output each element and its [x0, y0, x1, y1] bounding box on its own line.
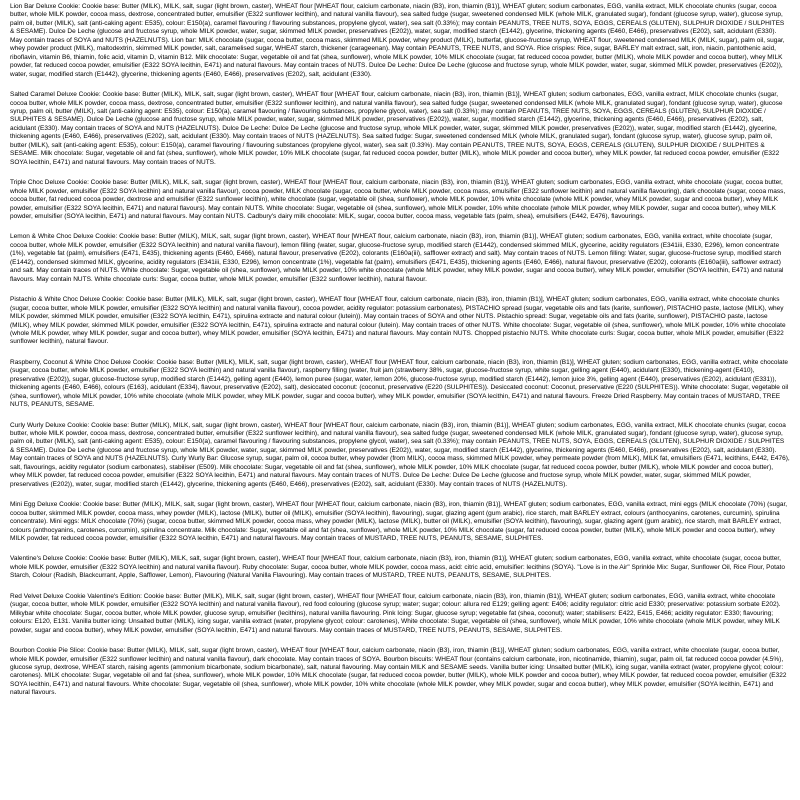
ingredient-entry-lion-bar: Lion Bar Deluxe Cookie: Cookie base: Butter (MILK), MILK, salt, sugar (light brown, caster), WHEAT flour [WHEAT flour, calcium carbonate, niacin (B3), iron, thiamin (B1)], WHEAT gluten; sodium carbonates, EGG, vanilla extract, MILK chocolate chunks (sugar, cocoa butter, whole MILK powder, cocoa mass, dextrose, concentrated butter, emulsifier (E322 sunflower lecithin), and natural vanilla flavour), sea salted fudge (sugar, sweetened condensed MILK (whole MILK, granulated sugar), fondant (glucose syrup, water), glucose syrup, palm oil, butter (MILK), salt (anti-caking agent: E535), colour: E150(a), caramel flavouring / flavouring substances, propylene glycol, water), sea salt (0.33%); may contain PEANUTS, TREE NUTS, SOYA, EGGS, CEREALS (GLUTEN), SULPHUR DIOXIDE / SULPHITES & SESAME). Dulce De Leche (glucose and fructose syrup, whole MILK powder, water, sugar, skimmed MILK powder, preservatives (E202)), water, sugar, modified starch (E1442), glycerine, thickening agents (E460, E466), preservatives (E202), salt, acidulant (E330). May contain traces of SOYA and NUTS (HAZELNUTS). Lion bar: MILK chocolate (sugar, cocoa butter, cocoa mass, skimmed MILK powder, whey product (MILK), butterfat, glucose-fructose syrup, WHEAT flour, sweetened condensed MILK (MILK, sugar), palm oil, sugar, whey powder product (MILK), maltodextrin, skimmed MILK powder, salt, caramelised sugar, WHEAT starch, thickener (carageenan). May contain PEANUTS, TREE NUTS, and SOYA. Rice crispies: Rice, sugar, BARLEY malt extract, salt, iron, niacin, pantothenic acid, riboflavin, vitamin B6, thiamin, folic acid, vitamin D, vitamin B12. Milk chocolate: Sugar, vegetable oil and fat (shea, sunflower), whole MILK powder, 10% MILK chocolate (sugar, fat reduced cocoa powder, butter (MILK), whole MILK powder and cocoa butter), whey MILK powder, fat reduced cocoa powder, emulsifier (E322 SOYA lecithin, E471) and natural flavours. May contain traces of NUTS. Dulce De Leche: Dulce De Leche (glucose and fructose syrup, whole MILK powder, water, sugar, skimmed MILK powder, preservatives (E202)), water, sugar, modified starch (E1442), glycerine, thickening agents (E460, E466), preservatives (E202), salt, acidulant (E330). [10, 3, 785, 78]
ingredient-entry-raspberry-coconut: Raspberry, Coconut & White Choc Deluxe Cookie: Cookie base: Butter (MILK), MILK, salt, sugar (light brown, caster), WHEAT flour [WHEAT flour, calcium carbonate, niacin (B3), iron, thiamin (B1)], WHEAT gluten; sodium carbonates, EGG, vanilla extract, white chocolate (sugar, cocoa butter, whole MILK powder, emulsifier (E322 SOYA lecithin) and natural vanilla flavour), raspberry filling (water, fruit jam (strawberry 38%, sugar, glucose-fructose syrup, white sugar, gelling agent (E440), acidulant (E330), thickening-agent (E410), preservative (E202)), sugar, glucose-fructose syrup, modified starch (E1442), gelling agent (E440), lemon puree (sugar, water, lemon 20%, glucose-fructose syrup, modified starch (E1442), lemon juice 3%, gelling agent (E440), preservatives (E202), acidulant (E331)), thickening agents (E460, E466), colours (E163), acidulant (E334), flavour, preservative (E202), salt), desiccated coconut: (coconut, preservative (E220 (SULPHITES)). Desiccated coconut: Coconut, preservative (E220 (SULPHITES)). White chocolate: Sugar, vegetable oil (shea, sunflower), whole MILK powder, 10% white chocolate (whole MILK powder, whey MILK powder, sugar and cocoa butter), whey MILK powder, emulsifier (SOYA lecithin, E471) and natural flavours. Freeze Dried Raspberry. May contain traces of MUSTARD, TREE NUTS, PEANUTS, SESAME. [10, 358, 789, 409]
ingredient-entry-curly-wurly: Curly Wurly Deluxe Cookie: Cookie base: Butter (MILK), MILK, salt, sugar (light brown, caster), WHEAT flour [WHEAT flour, calcium carbonate, niacin (B3), iron, thiamin (B1)], WHEAT gluten; sodium carbonates, EGG, vanilla extract, MILK chocolate chunks (sugar, cocoa butter, whole MILK powder, cocoa mass, dextrose, concentrated butter, emulsifier (E322 sunflower lecithin), and natural vanilla flavour), sea salted fudge (sugar, sweetened condensed MILK (whole MILK, granulated sugar), fondant (glucose syrup, water), glucose syrup, palm oil, butter (MILK), salt (anti-caking agent: E535), colour: E150(a), caramel flavouring / flavouring substances, propylene glycol, water), sea salt (0.33%); may contain PEANUTS, TREE NUTS, SOYA, EGGS, CEREALS (GLUTEN), SULPHUR DIOXIDE / SULPHITES & SESAME). Dulce De Leche (glucose and fructose syrup, whole MILK powder, water, sugar, skimmed MILK powder, preservatives (E202)), water, sugar, modified starch (E1442), glycerine, thickening agents (E460, E466), preservatives (E202), salt, acidulant (E330). May contain traces of SOYA and NUTS (HAZELNUTS). Curly Wurly Bar: Glucose syrup, sugar, palm oil, cocoa butter, whey powder (from MILK), cocoa mass, skimmed MILK powder, whey permeate powder (from MILK), MILK fat, emulsifiers (E471, lecithins, E442, E476), salt, flavourings, acidity regulator (sodium carbonates), stabiliser (E509). Milk chocolate: Sugar, vegetable oil and fat (shea, sunflower), whole MILK powder, 10% MILK chocolate (sugar, fat reduced cocoa powder, butter (MILK), whole MILK powder and cocoa butter), whey MILK powder, fat reduced cocoa powder, emulsifier (E322 SOYA lecithin, E471) and natural flavours. May contain traces of NUTS. Dulce De Leche: Dulce De Leche (glucose and fructose syrup, whole MILK powder, water, sugar, skimmed MILK powder, preservatives (E202)), water, sugar, modified starch (E1442), glycerine, thickening agents (E460, E466), preservatives (E202), salt, acidulant (E330). May contain traces of NUTS (HAZELNUTS). [10, 421, 790, 488]
ingredient-entry-pistachio-white-choc: Pistachio & White Choc Deluxe Cookie: Cookie base: Butter (MILK), MILK, salt, sugar (light brown, caster), WHEAT flour [WHEAT flour, calcium carbonate, niacin (B3), iron, thiamin (B1)], WHEAT gluten; sodium carbonates, EGG, vanilla extract, white chocolate chunks (sugar, cocoa butter, whole MILK powder, emulsifier (E322 SOYA lecithin) and natural vanilla flavour), cocoa powder, acidity regulator: potassium carbonates), PISTACHIO spread (sugar, vegetable oils and fats (karite, sunflower), PISTACHIO paste, lactose (MILK), whey MILK powder, skimmed MILK powder, emulsifier (E322 SOYA lecithin, E471), spirulina extracte and natural colour (lutein)). May contain traces of SOYA and other NUTS. Pistachio spread: Sugar, vegetable oils and fats (karite, sunflower), PISTACHIO paste, lactose (MILK), whey MILK powder, skimmed MILK powder, emulsifier (E322 SOYA lecithin, E471), spirulina extracte and natural colour (lutein). May contain traces of other NUTS. White chocolate: Sugar, vegetable oil (shea, sunflower), whole MILK powder, 10% white chocolate (whole MILK powder, whey MILK powder, sugar and cocoa butter), whey MILK powder, emulsifier (SOYA lecithin, E471) and natural flavours. May contain NUTS. Chopped pistachio NUTS. White chocolate curls: Sugar, cocoa butter, whole MILK powder, emulsifier (E322 sunflower lecithin), natural flavour. [10, 296, 786, 346]
ingredient-entry-red-velvet: Red Velvet Deluxe Cookie Valentine's Edition: Cookie base: Butter (MILK), MILK, salt, sugar (light brown, caster), WHEAT flour [WHEAT flour, calcium carbonate, niacin (B3), iron, thiamin (B1)], WHEAT gluten; sodium carbonates, EGG, vanilla extract, white chocolate (sugar, cocoa butter, whole MILK powder, emulsifier (E322 SOYA lecithin) and natural vanilla flavour), red food colouring (glucose syrup; water; sugar; colour: allura red E129; gelling agent: E406; acidity regulator: citric acid E330; preservative: potassium sorbate E202). Milkybar white chocolate: Sugar, cocoa butter, whole MILK powder, glucose syrup, emulsifier (lecithins), natural vanilla flavouring. Pink Icing: Sugar, glucose syrup; vegetable fat (shea, coconut); water; stabilisers: E422, E415, E466; acidity regulator: E330; flavouring; colours: E120, E131. Vanilla butter icing: Unsalted butter (MILK), icing sugar, vanilla extract (water, propylene glycol; colour: carotenes), White chocolate: Sugar, vegetable oil (shea, sunflower), whole MILK powder, 10% white chocolate (whole MILK powder, whey MILK powder, sugar and cocoa butter), whey MILK powder, emulsifier (SOYA lecithin, E471) and natural flavours. May contain traces of MUSTARD, TREE NUTS, PEANUTS, SESAME, SULPHITES. [10, 592, 781, 634]
ingredient-entry-lemon-white-choc: Lemon & White Choc Deluxe Cookie: Cookie base: Butter (MILK), MILK, salt, sugar (light brown, caster), WHEAT flour [WHEAT flour, calcium carbonate, niacin (B3), iron, thiamin (B1)], WHEAT gluten; sodium carbonates, EGG, vanilla extract, white chocolate (sugar, cocoa butter, whole MILK powder, emulsifier (E322 SOYA lecithin) and natural vanilla flavour), lemon filling (water, sugar, glucose-fructose syrup, modified starch (E1442), condensed skimmed MILK, glycerine, acidity regulators (E341iii, E330, E296), lemon concentrate (1%), vegetable fat (palm), emulsifiers (E471, E435), thickening agents (E460, E466), natural flavour, preservative (E202), colorants (E160a(iii), safflower extract) and salt). May contain traces of NUTS. Lemon filling: Water, sugar, glucose-fructose syrup, modified starch (E1442), condensed skimmed MILK, glycerine, acidity regulators (E341iii, E330, E296), lemon concentrate (1%), vegetable fat (palm), emulsifiers (E471, E435), thickening agents (E460, E466), natural flavour, preservative (E202), colorants (E160a(iii), safflower extract) and salt. May contain traces of NUTS. White chocolate: Sugar, vegetable oil (shea, sunflower), whole MILK powder, 10% white chocolate (whole MILK powder, whey MILK powder, sugar and cocoa butter), whey MILK powder, emulsifier (SOYA lecithin, E471) and natural flavours. May contain NUTS. White chocolate curls: Sugar, cocoa butter, whole MILK powder, emulsifier (E322 sunflower lecithin), natural flavour. [10, 233, 784, 283]
ingredient-entry-mini-egg: Mini Egg Deluxe Cookie: Cookie base: Butter (MILK), MILK, salt, sugar (light brown, caster), WHEAT flour [WHEAT flour, calcium carbonate, niacin (B3), iron, thiamin (B1)], WHEAT gluten; sodium carbonates, EGG, vanilla extract, mini eggs (MILK chocolate (70%) (sugar, cocoa butter, skimmed MILK powder, cocoa mass, whey powder (MILK), lactose (MILK), butter oil (MILK), emulsifier (SOYA lecithin), flavouring), sugar, glazing agent (gum arabic), rice starch, malt BARLEY extract, colours (anthocyanins, carotenes, curcumin), spirulina concentrate). Mini eggs: MILK chocolate (70%) (sugar, cocoa butter, skimmed MILK powder, cocoa mass, whey powder (MILK), lactose (MILK), butter oil (MILK), emulsifier (SOYA lecithin), flavouring), sugar, glazing agent (gum arabic), rice starch, malt BARLEY extract, colours (anthocyanins, carotenes, curcumin), spirulina concentrate. Milk chocolate: Sugar, vegetable oil and fat (shea, sunflower), whole MILK powder, 10% MILK chocolate (sugar, fat reduced cocoa powder, butter (MILK), whole MILK powder and cocoa butter), whey MILK powder, fat reduced cocoa powder, emulsifier (E322 SOYA lecithin, E471) and natural flavours. May contain traces of MUSTARD, TREE NUTS, PEANUTS, SESAME, SULPHITES. [10, 501, 788, 543]
ingredient-entry-valentines: Valentine's Deluxe Cookie: Cookie base: Butter (MILK), MILK, salt, sugar (light brown, caster), WHEAT flour [WHEAT flour, calcium carbonate, niacin (B3), iron, thiamin (B1)], WHEAT gluten; sodium carbonates, EGG, vanilla extract, white chocolate (sugar, cocoa butter, whole MILK powder, emulsifier (E322 SOYA lecithin) and natural vanilla flavour). Ruby chocolate: Sugar, cocoa butter, whole MILK powder, cocoa mass, acid: citric acid, emulsifier: lecithins (SOYA). "Love is in the Air" Sprinkle Mix: Sugar, Sunflower Oil, Rice Flour, Potato Starch, Colour (Radish, Blackcurrant, Apple, Safflower, Lemon), Flavouring (Natural Vanilla Flavouring). May contain traces of MUSTARD, TREE NUTS, PEANUTS, SESAME, SULPHITES. [10, 555, 785, 580]
ingredient-entry-triple-choc: Triple Choc Deluxe Cookie: Cookie base: Butter (MILK), MILK, salt, sugar (light brown, caster), WHEAT flour [WHEAT flour, calcium carbonate, niacin (B3), iron, thiamin (B1)], WHEAT gluten; sodium carbonates, EGG, vanilla extract, white chocolate (sugar, cocoa butter, whole MILK powder, emulsifier (E322 SOYA lecithin) and natural vanilla flavour), cocoa powder, MILK chocolate (sugar, cocoa butter, whole MILK powder, cocoa mass, emulsifier (E322 sunflower lecithin) and natural vanilla flavouring), dark chocolate (sugar, cocoa mass, cocoa butter, fat reduced cocoa powder, dextrose and emulsifier (E322 sunflower lecithin), white chocolate (sugar, vegetable oil (shea, sunflower), whole MILK powder, 10% white chocolate (whole MILK powder, whey MILK powder, sugar and cocoa butter), whey MILK powder, emulsifier (E322 SOYA lecithin, E471) and natural flavours). May contain NUTS. White chocolate: Sugar, vegetable oil (shea, sunflower), whole MILK powder, 10% white chocolate (whole MILK powder, whey MILK powder, sugar and cocoa butter), whey MILK powder, emulsifier (SOYA lecithin, E471) and natural flavours. May contain NUTS. Cadbury's dairy milk chocolate: MILK, sugar, cocoa butter, cocoa mass, vegetable fats (palm, shea), emulsifiers (E442, E476), flavourings. [10, 179, 786, 220]
ingredient-entry-salted-caramel: Salted Caramel Deluxe Cookie: Cookie base: Butter (MILK), MILK, salt, sugar (light brown, caster), WHEAT flour [WHEAT flour, calcium carbonate, niacin (B3), iron, thiamin (B1)], WHEAT gluten; sodium carbonates, EGG, vanilla extract, MILK chocolate chunks (sugar, cocoa butter, whole MILK powder, cocoa mass, dextrose, concentrated butter, emulsifier (E322 sunflower lecithin), and natural vanilla flavour), sea salted fudge (sugar, sweetened condensed MILK (whole MILK, granulated sugar), fondant (glucose syrup, water), glucose syrup, palm oil, butter (MILK), salt (anti-caking agent: E535), colour: E150(a), caramel flavouring / flavouring substances, propylene glycol, water), sea salt (0.33%); may contain PEANUTS, TREE NUTS, SOYA, EGGS, CEREALS (GLUTEN), SULPHUR DIOXIDE / SULPHITES & SESAME). Dulce De Leche (glucose and fructose syrup, whole MILK powder, water, sugar, skimmed MILK powder, preservatives (E202)), water, sugar, modified starch (E1442), glycerine, thickening agents (E460, E466), preservatives (E202), salt, acidulant (E330). May contain traces of SOYA and NUTS (HAZELNUTS). Dulce De Leche: Dulce De Leche (glucose and fructose syrup, whole MILK powder, water, sugar, skimmed MILK powder, preservatives (E202)), water, sugar, modified starch (E1442), glycerine, thickening agents (E460, E466), preservatives (E202), salt, acidulant (E330). May contain traces of NUTS (HAZELNUTS). Sea salted fudge: Sugar, sweetened condensed MILK (whole MILK, granulated sugar), fondant (glucose syrup, water), glucose syrup, palm oil, butter (MILK), salt (anti-caking agent: E535), colour: E150(a), caramel flavouring / flavouring substances (propylene glycol, water), sea salt (0.33%). May contain PEANUTS, TREE NUTS, SOYA, EGGS, CEREALS (GLUTEN), SULPHUR DIOXIDE / SULPHITES & SESAME. Milk chocolate: Sugar, vegetable oil and fat (shea, sunflower), whole MILK powder, 10% MILK chocolate (sugar, fat reduced cocoa powder, butter (MILK), whole MILK powder and cocoa butter), whey MILK powder, fat reduced cocoa powder, emulsifier (E322 SOYA lecithin, E471) and natural flavours. May contain traces of NUTS. [10, 91, 783, 166]
ingredient-entry-bourbon-pie-slice: Bourbon Cookie Pie Slice: Cookie base: Butter (MILK), MILK, salt, sugar (light brown, caster), WHEAT flour [WHEAT flour, calcium carbonate, niacin (B3), iron, thiamin (B1)], WHEAT gluten; sodium carbonates, EGG, vanilla extract, white chocolate (sugar, cocoa butter, whole MILK powder, emulsifier (E322 sunflower lecithin) and natural vanilla flavour), dark chocolate. May contain traces of SOYA. Bourbon biscuits: WHEAT flour (contains calcium carbonate, iron, nicotinamide, thiamin), sugar, palm oil, fat reduced cocoa powder (4.5%), glucose syrup, dextrose, WHEAT starch, raising agents (ammonium bicarbonate, sodium bicarbonate), salt, natural flavouring. May contain MILK and SESAME seeds. Vanilla butter icing: Unsalted butter (MILK), icing sugar, vanilla extract (water, propylene glycol; colour: carotenes). MILK chocolate: Sugar, vegetable oil and fat (shea, sunflower), whole MILK powder, 10% MILK chocolate (sugar, fat reduced cocoa powder, butter (MILK), whole MILK powder and cocoa butter), whey MILK powder, fat reduced cocoa powder, emulsifier (E322 SOYA lecithin, E471) and natural flavours. White chocolate: Sugar, vegetable oil (shea, sunflower), whole MILK powder, 10% white chocolate (whole MILK powder, whey MILK powder, sugar and cocoa butter), whey MILK powder, emulsifier (SOYA lecithin, E471) and natural flavours. [10, 647, 787, 697]
